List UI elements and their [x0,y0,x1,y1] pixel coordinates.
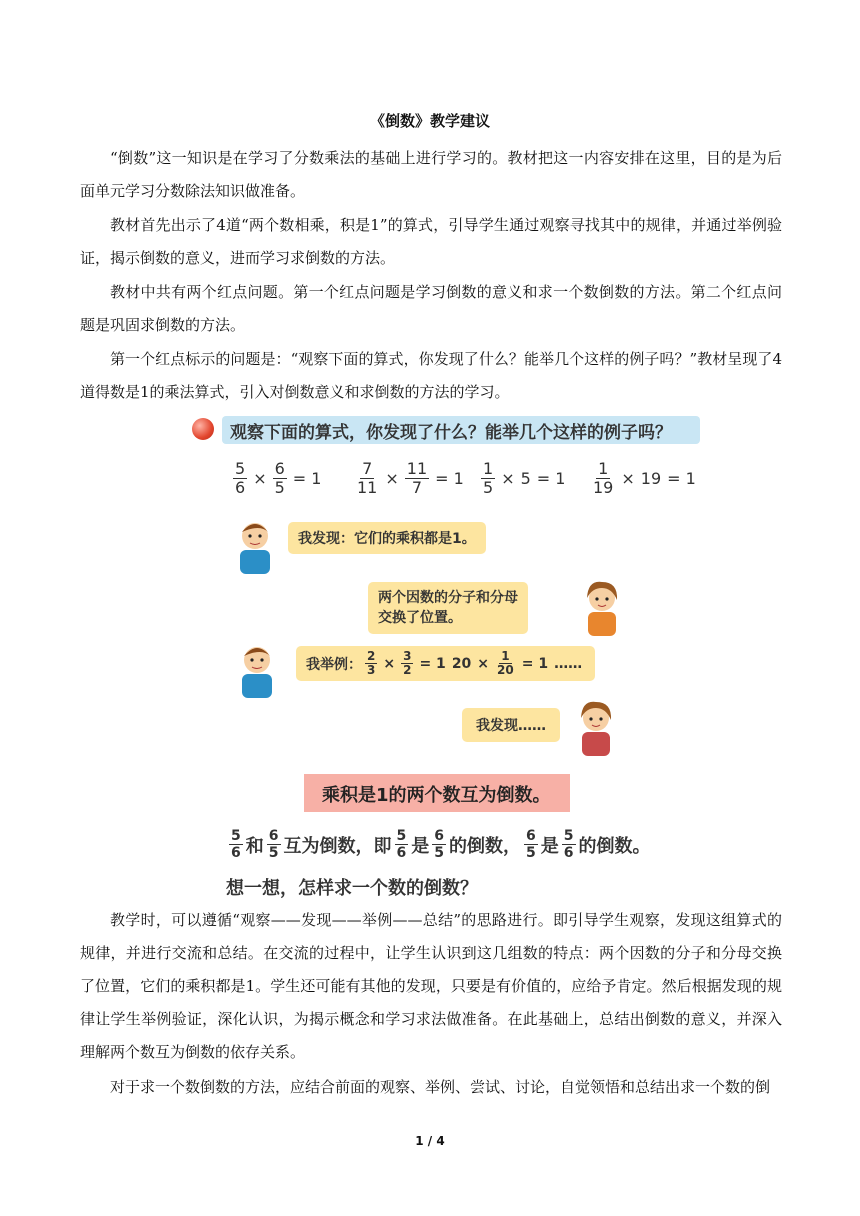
girl-illustration [576,576,626,636]
conclusion-line: $\frac{5}{6}$ 和 $\frac{6}{5}$ 互为倒数，即 $\frac{5}{6}$ 是 $\frac{6}{5}$ 的倒数， $\frac{6}{5}$ 是 $\frac{5}{6}$ 的倒数。 [231,828,651,861]
paragraph-2: 教材首先出示了4道“两个数相乘，积是1”的算式，引导学生通过观察寻找其中的规律，并通过举例验证，揭示倒数的意义，进而学习求倒数的方法。 [80,216,782,267]
page-number: 1 / 4 [415,1134,445,1148]
speech-bubble-1: 我发现：它们的乘积都是1。 [288,522,486,554]
speech-bubble-2: 两个因数的分子和分母 交换了位置。 [368,582,528,634]
think-prompt: 想一想，怎样求一个数的倒数？ [226,878,478,899]
speech-bubble-4: 我发现…… [462,708,560,742]
equation-1: $\frac{5}{6}$ × $\frac{6}{5}$ = 1 [235,459,322,497]
red-dot-icon [192,418,214,440]
page-title: 《倒数》教学建议 [369,112,490,130]
speech-bubble-3: 我举例： $\frac{2}{3}$ × $\frac{3}{2}$ = 1 20 × $\frac{1}{20}$ = 1 …… [296,646,595,681]
paragraph-3: 教材中共有两个红点问题。第一个红点问题是学习倒数的意义和求一个数倒数的方法。第二个红点问题是巩固求倒数的方法。 [80,283,782,334]
equation-4: $\frac{1}{19}$ × 19 = 1 [593,459,696,497]
question-text: 观察下面的算式，你发现了什么？能举几个这样的例子吗？ [230,423,672,443]
boy-illustration [230,514,280,574]
paragraph-6: 对于求一个数倒数的方法，应结合前面的观察、举例、尝试、讨论，自觉领悟和总结出求一个数的倒 [110,1078,771,1096]
definition-text: 乘积是1的两个数互为倒数。 [322,785,551,806]
paragraph-4: 第一个红点标示的问题是：“观察下面的算式，你发现了什么？能举几个这样的例子吗？”教材呈现了4道得数是1的乘法算式，引入对倒数意义和求倒数的方法的学习。 [80,350,782,401]
equation-2: $\frac{7}{11}$ × $\frac{11}{7}$ = 1 [357,459,464,497]
paragraph-1: “倒数”这一知识是在学习了分数乘法的基础上进行学习的。教材把这一内容安排在这里，目的是为后面单元学习分数除法知识做准备。 [80,149,782,200]
textbook-figure [192,412,696,899]
equation-3: $\frac{1}{5}$ × 5 = 1 [483,459,566,497]
boy-illustration-2 [232,638,282,698]
girl-illustration-2 [570,696,620,756]
paragraph-5: 教学时，可以遵循“观察——发现——举例——总结”的思路进行。即引导学生观察，发现这组算式的规律，并进行交流和总结。在交流的过程中，让学生认识到这几组数的特点：两个因数的分子和分母交换了位置，它们的乘积都是1。学生还可能有其他的发现，只要是有价值的，应给予肯定。然后根据发现的规律让学生举例验证，深化认识，为揭示概念和学习求法做准备。在此基础上，总结出倒数的意义，并深入理解两个数互为倒数的依存关系。 [80,911,782,1061]
